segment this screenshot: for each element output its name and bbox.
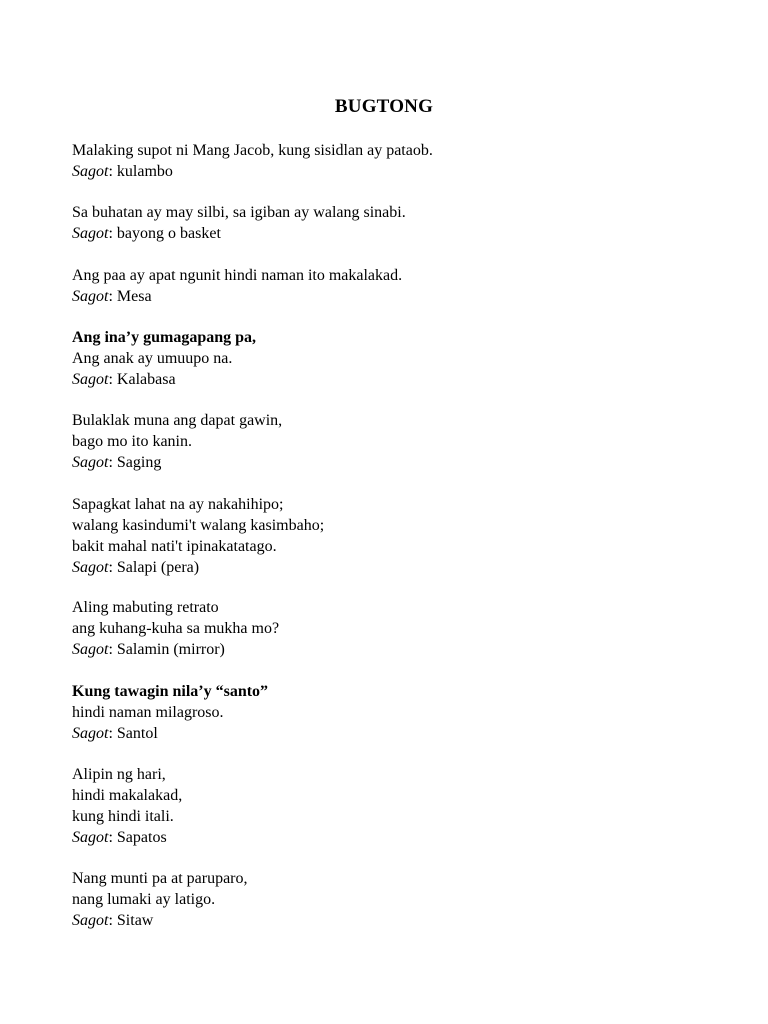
answer-label: Sagot	[72, 641, 109, 658]
riddle-9	[72, 764, 182, 848]
answer-text: Saging	[116, 454, 162, 471]
riddle-4-answer: Sagot: Kalabasa	[72, 371, 176, 388]
riddle-5	[72, 410, 282, 473]
riddle-6-line-1: Sapagkat lahat na ay nakahihipo;	[72, 496, 284, 513]
riddle-5-line-1: Bulaklak muna ang dapat gawin,	[72, 412, 283, 429]
riddle-9-line-2: hindi makalakad,	[72, 787, 183, 804]
riddle-8-line-2: hindi naman milagroso.	[72, 704, 224, 721]
answer-label: Sagot	[72, 454, 109, 471]
riddle-5-answer: Sagot: Saging	[72, 454, 162, 471]
riddle-6	[72, 494, 324, 578]
riddle-4-line-1: Ang ina’y gumagapang pa,	[72, 329, 257, 346]
riddle-9-line-1: Alipin ng hari,	[72, 766, 166, 783]
answer-label: Sagot	[72, 371, 109, 388]
answer-text: bayong o basket	[116, 225, 221, 242]
answer-text: Santol	[116, 725, 158, 742]
riddle-7	[72, 597, 279, 660]
answer-text: Salapi (pera)	[116, 559, 200, 576]
answer-label: Sagot	[72, 912, 109, 929]
riddle-7-line-2: ang kuhang-kuha sa mukha mo?	[72, 620, 280, 637]
riddle-9-answer: Sagot: Sapatos	[72, 829, 167, 846]
riddle-8	[72, 681, 268, 744]
answer-text: Salamin (mirror)	[116, 641, 225, 658]
riddle-7-answer: Sagot: Salamin (mirror)	[72, 641, 225, 658]
riddle-4-line-2: Ang anak ay umuupo na.	[72, 350, 233, 367]
riddle-6-line-3: bakit mahal nati't ipinakatatago.	[72, 538, 277, 555]
riddle-3-answer: Sagot: Mesa	[72, 288, 152, 305]
riddle-10	[72, 868, 248, 931]
answer-label: Sagot	[72, 225, 109, 242]
riddle-7-line-1: Aling mabuting retrato	[72, 599, 219, 616]
riddle-10-line-2: nang lumaki ay latigo.	[72, 891, 216, 908]
riddle-1-line-1: Malaking supot ni Mang Jacob, kung sisidlan ay pataob.	[72, 142, 433, 159]
riddle-6-answer: Sagot: Salapi (pera)	[72, 559, 200, 576]
answer-text: Sitaw	[116, 912, 154, 929]
riddle-8-line-1: Kung tawagin nila’y “santo”	[72, 683, 269, 700]
answer-label: Sagot	[72, 163, 109, 180]
document-title: BUGTONG	[334, 96, 434, 117]
riddle-10-line-1: Nang munti pa at paruparo,	[72, 870, 248, 887]
riddle-6-line-2: walang kasindumi't walang kasimbaho;	[72, 517, 325, 534]
answer-text: Sapatos	[116, 829, 167, 846]
answer-label: Sagot	[72, 288, 109, 305]
riddle-3-line-1: Ang paa ay apat ngunit hindi naman ito makalakad.	[72, 267, 403, 284]
riddle-4	[72, 327, 256, 390]
riddle-5-line-2: bago mo ito kanin.	[72, 433, 192, 450]
riddle-8-answer: Sagot: Santol	[72, 725, 158, 742]
riddle-10-answer: Sagot: Sitaw	[72, 912, 154, 929]
riddle-2-line-1: Sa buhatan ay may silbi, sa igiban ay walang sinabi.	[72, 204, 406, 221]
answer-label: Sagot	[72, 559, 109, 576]
riddle-1-answer: Sagot: kulambo	[72, 163, 173, 180]
answer-text: Mesa	[116, 288, 152, 305]
riddle-3	[72, 265, 402, 307]
answer-text: Kalabasa	[116, 371, 176, 388]
riddle-2-answer: Sagot: bayong o basket	[72, 225, 221, 242]
answer-text: kulambo	[116, 163, 173, 180]
riddle-2	[72, 202, 406, 244]
riddle-9-line-3: kung hindi itali.	[72, 808, 174, 825]
answer-label: Sagot	[72, 829, 109, 846]
answer-label: Sagot	[72, 725, 109, 742]
riddle-1	[72, 140, 433, 182]
